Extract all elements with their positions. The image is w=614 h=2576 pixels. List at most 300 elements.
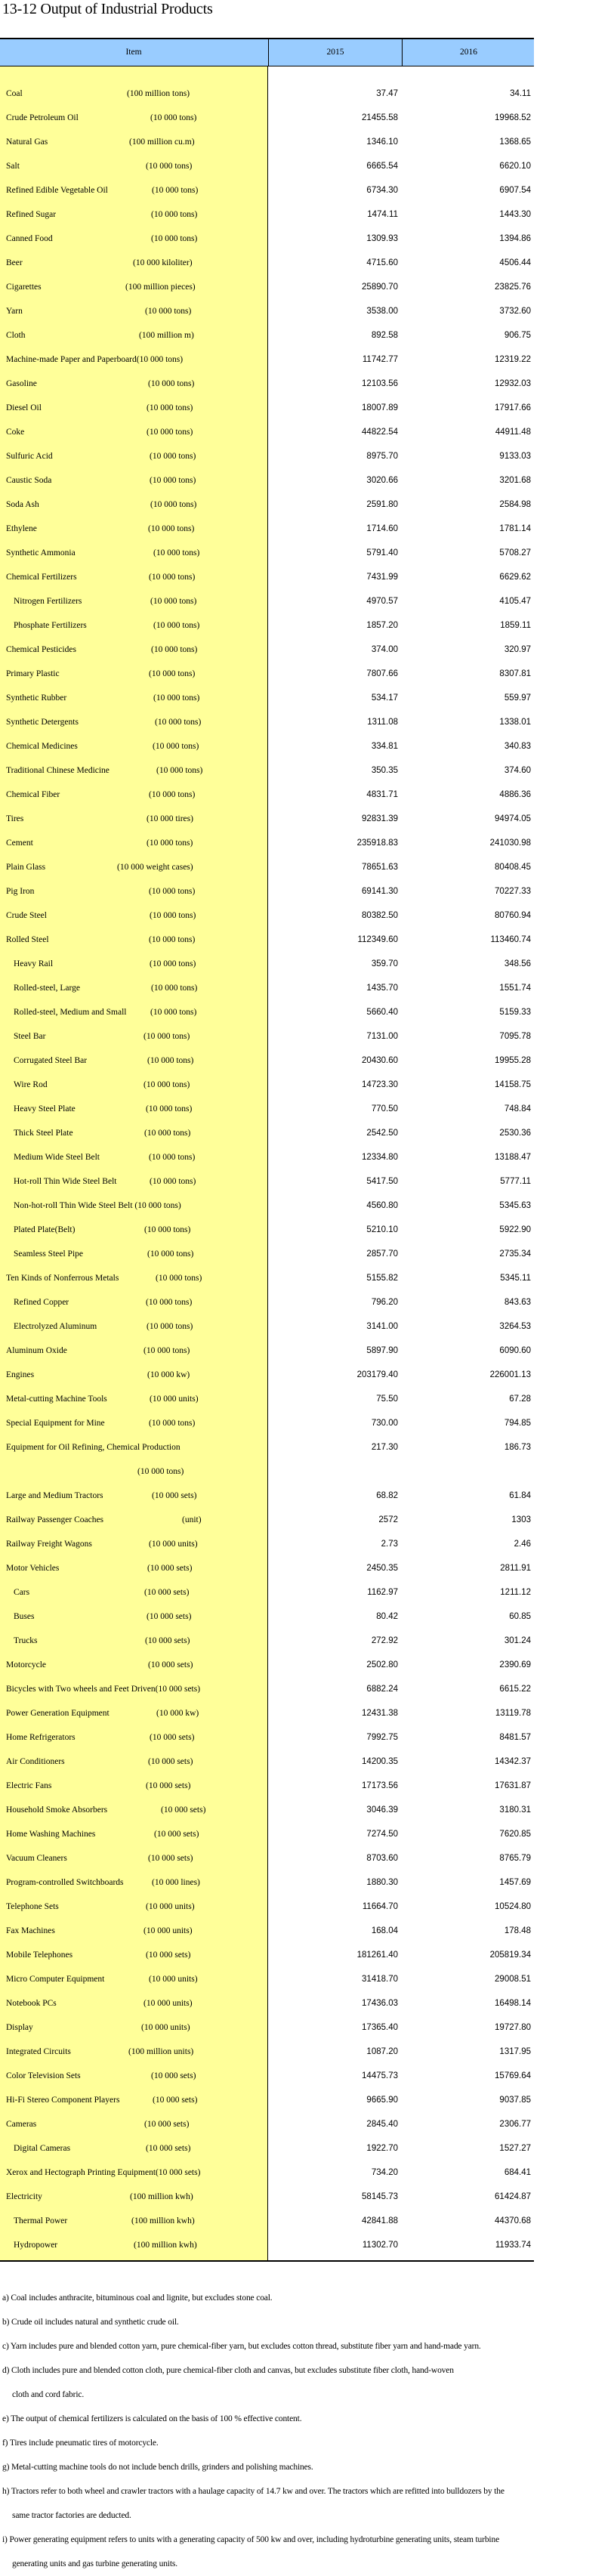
value-2016: 113460.74 xyxy=(490,935,531,944)
item-unit: (10 000 tons) xyxy=(144,1129,191,1138)
value-2015: 7274.50 xyxy=(366,1830,398,1839)
table-row xyxy=(0,1097,534,1121)
table-row xyxy=(0,130,534,154)
item-unit: (10 000 tons) xyxy=(150,452,196,461)
value-2016: 11933.74 xyxy=(495,2241,531,2250)
value-2015: 6665.54 xyxy=(366,162,398,171)
value-2015: 7807.66 xyxy=(366,669,398,678)
table-row xyxy=(0,178,534,202)
item-unit: (10 000 tons) xyxy=(144,1225,191,1234)
item-label: Rolled-steel, Medium and Small xyxy=(14,1008,127,1017)
table-row xyxy=(0,517,534,541)
table-row xyxy=(0,1895,534,1919)
table-row xyxy=(0,1701,534,1725)
item-label: Cigarettes xyxy=(6,283,42,292)
table-row xyxy=(0,1363,534,1387)
table-row xyxy=(0,879,534,903)
table-row xyxy=(0,106,534,130)
item-label: Trucks xyxy=(14,1636,38,1645)
item-unit: (10 000 sets) xyxy=(146,1781,191,1790)
item-unit: (10 000 sets) xyxy=(148,1854,193,1863)
value-2016: 23825.76 xyxy=(495,283,531,292)
item-label: Mobile Telephones xyxy=(6,1951,73,1960)
value-2015: 892.58 xyxy=(371,331,398,340)
value-2016: 794.85 xyxy=(504,1419,531,1428)
item-unit: (10 000 tons) xyxy=(143,1346,190,1355)
item-label: Soda Ash xyxy=(6,500,39,509)
item-label: Machine-made Paper and Paperboard(10 000 tons) xyxy=(6,355,184,364)
value-2015: 14723.30 xyxy=(362,1080,398,1089)
table-row xyxy=(0,2209,534,2233)
item-unit: (10 000 tons) xyxy=(149,1419,196,1428)
value-2015: 14200.35 xyxy=(362,1757,398,1766)
item-unit: (10 000 tons) xyxy=(148,524,195,533)
value-2015: 2.73 xyxy=(381,1540,398,1549)
footnote-continuation: cloth and cord fabric. xyxy=(12,2390,85,2399)
item-label: Cars xyxy=(14,1588,30,1597)
value-2015: 2845.40 xyxy=(366,2120,398,2129)
value-2016: 80760.94 xyxy=(495,911,531,920)
item-unit: (10 000 sets) xyxy=(152,1491,197,1500)
table-row xyxy=(0,1774,534,1798)
table-row xyxy=(0,444,534,468)
item-unit: (10 000 tons) xyxy=(150,911,196,920)
table-row xyxy=(0,1024,534,1049)
item-label: Household Smoke Absorbers xyxy=(6,1805,108,1815)
item-label: Color Television Sets xyxy=(6,2071,81,2080)
item-unit: (10 000 sets) xyxy=(161,1805,206,1815)
table-row xyxy=(0,1387,534,1411)
value-2016: 4105.47 xyxy=(499,597,531,606)
table-row xyxy=(0,2088,534,2112)
item-label: Diesel Oil xyxy=(6,403,42,412)
item-unit: (10 000 tons) xyxy=(155,718,202,727)
item-label: Vacuum Cleaners xyxy=(6,1854,67,1863)
item-label: Display xyxy=(6,2023,33,2032)
table-row xyxy=(0,1218,534,1242)
item-label: Chemical Medicines xyxy=(6,742,78,751)
value-2015: 31418.70 xyxy=(362,1975,398,1984)
table-row xyxy=(0,1725,534,1750)
table-row xyxy=(0,2161,534,2185)
value-2015: 359.70 xyxy=(371,959,398,968)
value-2016: 1443.30 xyxy=(499,210,531,219)
item-label: Yarn xyxy=(6,307,23,316)
value-2015: 5660.40 xyxy=(366,1008,398,1017)
footnote-continuation: same tractor factories are deducted. xyxy=(12,2511,131,2520)
value-2015: 334.81 xyxy=(371,742,398,751)
value-2015: 734.20 xyxy=(371,2168,398,2177)
table-row xyxy=(0,2015,534,2040)
table-row xyxy=(0,2040,534,2064)
table-row xyxy=(0,2112,534,2136)
value-2016: 374.60 xyxy=(504,766,531,775)
item-label: Buses xyxy=(14,1612,35,1621)
table-row xyxy=(0,541,534,565)
item-label: Synthetic Rubber xyxy=(6,693,67,703)
footnote: b) Crude oil includes natural and synthetic crude oil. xyxy=(2,2318,179,2327)
table-row xyxy=(0,1798,534,1822)
item-unit: (10 000 kiloliter) xyxy=(133,258,193,267)
item-label: Railway Freight Wagons xyxy=(6,1540,92,1549)
table-row xyxy=(0,976,534,1000)
value-2016: 19968.52 xyxy=(495,113,531,122)
table-row xyxy=(0,2136,534,2161)
value-2015: 4715.60 xyxy=(366,258,398,267)
table-row xyxy=(0,1846,534,1870)
value-2015: 80382.50 xyxy=(362,911,398,920)
value-2016: 906.75 xyxy=(504,331,531,340)
value-2015: 11664.70 xyxy=(362,1902,398,1911)
value-2016: 559.97 xyxy=(504,693,531,703)
value-2015: 21455.58 xyxy=(362,113,398,122)
table-row xyxy=(0,1169,534,1194)
value-2016: 684.41 xyxy=(504,2168,531,2177)
value-2015: 1714.60 xyxy=(366,524,398,533)
footnote: e) The output of chemical fertilizers is calculated on the basis of 100 % effective content. xyxy=(2,2414,302,2423)
table-row xyxy=(0,1750,534,1774)
item-label: Micro Computer Equipment xyxy=(6,1975,105,1984)
value-2016: 226001.13 xyxy=(489,1370,531,1379)
value-2016: 60.85 xyxy=(509,1612,531,1621)
item-label: Refined Sugar xyxy=(6,210,57,219)
value-2015: 68.82 xyxy=(376,1491,398,1500)
item-label: Electricity xyxy=(6,2192,42,2201)
value-2015: 14475.73 xyxy=(362,2071,398,2080)
item-unit: (10 000 tons) xyxy=(150,500,197,509)
item-label: Non-hot-roll Thin Wide Steel Belt (10 000 tons) xyxy=(14,1201,181,1210)
item-unit: (10 000 tons) xyxy=(152,186,199,195)
item-unit: (10 000 units) xyxy=(150,1395,199,1404)
table-row xyxy=(0,1073,534,1097)
table-row xyxy=(0,710,534,734)
value-2015: 1922.70 xyxy=(366,2144,398,2153)
item-unit: (10 000 sets) xyxy=(146,1951,191,1960)
table-row xyxy=(0,1580,534,1605)
item-unit: (10 000 tons) xyxy=(146,162,193,171)
value-2015: 9665.90 xyxy=(366,2096,398,2105)
item-label: Heavy Rail xyxy=(14,959,54,968)
item-unit: (10 000 weight cases) xyxy=(117,863,193,872)
value-2015: 12103.56 xyxy=(362,379,398,388)
value-2016: 44911.48 xyxy=(495,428,531,437)
value-2015: 4970.57 xyxy=(366,597,398,606)
item-label: Home Refrigerators xyxy=(6,1733,76,1742)
item-label: Natural Gas xyxy=(6,137,48,147)
item-label: Steel Bar xyxy=(14,1032,46,1041)
value-2015: 2542.50 xyxy=(366,1129,398,1138)
value-2016: 843.63 xyxy=(504,1298,531,1307)
item-label: Phosphate Fertilizers xyxy=(14,621,87,630)
value-2016: 241030.98 xyxy=(489,839,531,848)
item-unit: (10 000 tons) xyxy=(146,1298,193,1307)
item-unit: (10 000 tons) xyxy=(150,476,196,485)
header-item: Item xyxy=(125,48,142,57)
item-unit: (10 000 sets) xyxy=(147,1612,192,1621)
value-2016: 67.28 xyxy=(509,1395,531,1404)
table-row xyxy=(0,638,534,662)
item-label: Tires xyxy=(6,814,24,823)
item-unit: (10 000 sets) xyxy=(150,1733,195,1742)
value-2015: 1880.30 xyxy=(366,1878,398,1887)
table-row xyxy=(0,662,534,686)
item-unit: (100 million cu.m) xyxy=(129,137,195,147)
header-2016: 2016 xyxy=(402,39,535,66)
value-2015: 5791.40 xyxy=(366,548,398,558)
item-unit: (10 000 tons) xyxy=(150,597,197,606)
value-2016: 3264.53 xyxy=(499,1322,531,1331)
table-row xyxy=(0,1411,534,1435)
item-label: Metal-cutting Machine Tools xyxy=(6,1395,107,1404)
value-2015: 75.50 xyxy=(376,1395,398,1404)
value-2016: 1527.27 xyxy=(499,2144,531,2153)
footnote: d) Cloth includes pure and blended cotton cloth, pure chemical-fiber cloth and canvas, but excludes substitute fiber cloth, hand-woven xyxy=(2,2366,454,2375)
value-2015: 1857.20 xyxy=(366,621,398,630)
item-label: Traditional Chinese Medicine xyxy=(6,766,110,775)
item-unit: (10 000 tons) xyxy=(149,573,196,582)
table-row xyxy=(0,686,534,710)
value-2016: 61424.87 xyxy=(495,2192,531,2201)
value-2016: 13119.78 xyxy=(495,1709,531,1718)
value-2015: 42841.88 xyxy=(362,2216,398,2225)
value-2016: 9133.03 xyxy=(499,452,531,461)
item-label: Program-controlled Switchboards xyxy=(6,1878,124,1887)
value-2016: 29008.51 xyxy=(495,1975,531,1984)
item-label: Seamless Steel Pipe xyxy=(14,1249,83,1259)
table-row xyxy=(0,1653,534,1677)
item-label: Chemical Pesticides xyxy=(6,645,76,654)
item-unit: (10 000 sets) xyxy=(146,2144,191,2153)
value-2016: 1781.14 xyxy=(499,524,531,533)
table-row xyxy=(0,1484,534,1508)
value-2016: 5708.27 xyxy=(499,548,531,558)
value-2016: 34.11 xyxy=(510,89,531,98)
table-row xyxy=(0,1000,534,1024)
item-unit: (100 million tons) xyxy=(127,89,190,98)
item-unit: (10 000 kw) xyxy=(156,1709,199,1718)
table-row xyxy=(0,758,534,783)
item-unit: (10 000 tons) xyxy=(156,766,203,775)
item-unit: (10 000 tons) xyxy=(149,935,196,944)
value-2016: 12932.03 xyxy=(495,379,531,388)
item-label: Corrugated Steel Bar xyxy=(14,1056,88,1065)
table-row xyxy=(0,855,534,879)
value-2016 xyxy=(403,1459,531,1484)
item-label: Synthetic Detergents xyxy=(6,718,79,727)
value-2016: 7095.78 xyxy=(499,1032,531,1041)
item-label: Integrated Circuits xyxy=(6,2047,71,2056)
table-row xyxy=(0,275,534,299)
value-2015: 2450.35 xyxy=(366,1564,398,1573)
value-2015: 8975.70 xyxy=(366,452,398,461)
value-2015: 168.04 xyxy=(371,1926,398,1935)
item-label: Canned Food xyxy=(6,234,53,243)
value-2015: 4831.71 xyxy=(366,790,398,799)
value-2015: 1311.08 xyxy=(367,718,398,727)
value-2016: 2306.77 xyxy=(499,2120,531,2129)
value-2016: 6615.22 xyxy=(499,1685,531,1694)
item-unit: (10 000 sets) xyxy=(151,2071,196,2080)
item-label: Cloth xyxy=(6,331,26,340)
table-row xyxy=(0,1314,534,1339)
item-label: Beer xyxy=(6,258,23,267)
footnote: a) Coal includes anthracite, bituminous coal and lignite, but excludes stone coal. xyxy=(2,2293,273,2303)
value-2015: 203179.40 xyxy=(356,1370,398,1379)
item-unit: (10 000 tons) xyxy=(147,839,193,848)
value-2016: 5922.90 xyxy=(499,1225,531,1234)
item-unit: (100 million m) xyxy=(139,331,194,340)
item-unit: (10 000 tons) xyxy=(145,307,192,316)
table-row xyxy=(0,903,534,928)
value-2016: 5345.11 xyxy=(500,1274,531,1283)
value-2015: 272.92 xyxy=(371,1636,398,1645)
value-2015: 534.17 xyxy=(371,693,398,703)
table-row xyxy=(0,347,534,372)
item-label: Wire Rod xyxy=(14,1080,48,1089)
footnote-continuation: generating units and gas turbine generating units. xyxy=(12,2559,177,2568)
value-2015: 3020.66 xyxy=(366,476,398,485)
item-unit: (100 million pieces) xyxy=(125,283,196,292)
value-2016: 1859.11 xyxy=(500,621,531,630)
item-unit: (10 000 tons) xyxy=(147,1249,194,1259)
item-unit: (10 000 tons) xyxy=(147,1322,193,1331)
item-label: Crude Petroleum Oil xyxy=(6,113,79,122)
table-row xyxy=(0,1459,534,1484)
value-2016: 5345.63 xyxy=(499,1201,531,1210)
footnote: g) Metal-cutting machine tools do not include bench drills, grinders and polishing machines. xyxy=(2,2463,313,2472)
table-row xyxy=(0,493,534,517)
value-2016: 348.56 xyxy=(504,959,531,968)
value-2016: 748.84 xyxy=(504,1104,531,1113)
footnotes xyxy=(2,2286,612,2576)
table-body xyxy=(0,66,534,2260)
value-2016: 2811.91 xyxy=(500,1564,531,1573)
item-unit: (10 000 tons) xyxy=(137,1467,184,1476)
item-label: Sulfuric Acid xyxy=(6,452,53,461)
item-label: Hydropower xyxy=(14,2241,58,2250)
value-2016: 16498.14 xyxy=(495,1999,531,2008)
item-label: Primary Plastic xyxy=(6,669,60,678)
value-2016: 2530.36 xyxy=(499,1129,531,1138)
item-unit: (10 000 tons) xyxy=(153,742,199,751)
value-2016: 2584.98 xyxy=(499,500,531,509)
value-2015: 4560.80 xyxy=(366,1201,398,1210)
value-2015: 17173.56 xyxy=(362,1781,398,1790)
value-2015: 5897.90 xyxy=(366,1346,398,1355)
value-2016: 178.48 xyxy=(504,1926,531,1935)
table-row xyxy=(0,613,534,638)
value-2015: 12334.80 xyxy=(362,1153,398,1162)
table-row xyxy=(0,468,534,493)
item-label: Home Washing Machines xyxy=(6,1830,96,1839)
table-bottom-border xyxy=(0,2260,534,2262)
value-2015: 770.50 xyxy=(371,1104,398,1113)
table-row xyxy=(0,251,534,275)
table-row xyxy=(0,831,534,855)
item-unit: (10 000 units) xyxy=(143,1926,193,1935)
value-2015: 25890.70 xyxy=(362,283,398,292)
value-2016: 15769.64 xyxy=(495,2071,531,2080)
item-label: Motor Vehicles xyxy=(6,1564,60,1573)
table-row xyxy=(0,154,534,178)
value-2015 xyxy=(269,1459,398,1484)
table-row xyxy=(0,323,534,347)
item-unit: (10 000 tons) xyxy=(151,645,198,654)
item-label: Coal xyxy=(6,89,23,98)
item-label: Chemical Fertilizers xyxy=(6,573,77,582)
value-2016: 301.24 xyxy=(504,1636,531,1645)
table-row xyxy=(0,2185,534,2209)
value-2016: 6629.62 xyxy=(499,573,531,582)
item-label: Aluminum Oxide xyxy=(6,1346,67,1355)
value-2015: 3538.00 xyxy=(366,307,398,316)
table-header xyxy=(0,38,534,66)
table-row xyxy=(0,952,534,976)
item-label: Ethylene xyxy=(6,524,37,533)
value-2016: 4506.44 xyxy=(499,258,531,267)
item-unit: (10 000 sets) xyxy=(145,1636,190,1645)
item-label: Special Equipment for Mine xyxy=(6,1419,105,1428)
value-2016: 2.46 xyxy=(514,1540,531,1549)
item-label: Rolled-steel, Large xyxy=(14,984,80,993)
value-2015: 17436.03 xyxy=(362,1999,398,2008)
table-row xyxy=(0,1991,534,2015)
value-2015: 350.35 xyxy=(371,766,398,775)
table-row xyxy=(0,1556,534,1580)
value-2016: 2735.34 xyxy=(499,1249,531,1259)
value-2016: 3201.68 xyxy=(499,476,531,485)
item-label: Salt xyxy=(6,162,20,171)
page-title: 13-12 Output of Industrial Products xyxy=(2,1,213,17)
item-unit: (10 000 units) xyxy=(146,1902,195,1911)
item-unit: (10 000 sets) xyxy=(148,1660,193,1669)
item-label: Bicycles with Two wheels and Feet Driven(10 000 sets) xyxy=(6,1685,201,1694)
value-2016: 1551.74 xyxy=(499,984,531,993)
item-unit: (10 000 tons) xyxy=(153,693,200,703)
item-unit: (10 000 lines) xyxy=(152,1878,200,1887)
table-row xyxy=(0,299,534,323)
item-label: Caustic Soda xyxy=(6,476,52,485)
item-unit: (100 million kwh) xyxy=(134,2241,197,2250)
value-2015: 5417.50 xyxy=(366,1177,398,1186)
value-2015: 796.20 xyxy=(371,1298,398,1307)
item-unit: (10 000 units) xyxy=(149,1975,198,1984)
value-2016: 1394.86 xyxy=(499,234,531,243)
item-label: Cement xyxy=(6,839,33,848)
item-unit: (10 000 tons) xyxy=(150,113,197,122)
item-unit: (10 000 sets) xyxy=(154,1830,199,1839)
table-row xyxy=(0,1822,534,1846)
footnote: h) Tractors refer to both wheel and crawler tractors with a haulage capacity of 14.7 kw and over. The tractors which are refitted into bulldozers by the xyxy=(2,2487,504,2496)
item-unit: (10 000 tires) xyxy=(147,814,193,823)
value-2015: 730.00 xyxy=(371,1419,398,1428)
table-row xyxy=(0,1121,534,1145)
table-row xyxy=(0,589,534,613)
value-2016: 205819.34 xyxy=(489,1951,531,1960)
value-2016: 5159.33 xyxy=(499,1008,531,1017)
table-row xyxy=(0,1605,534,1629)
item-label: Air Conditioners xyxy=(6,1757,65,1766)
value-2016: 1303 xyxy=(511,1515,531,1524)
value-2015: 78651.63 xyxy=(362,863,398,872)
item-unit: (unit) xyxy=(182,1515,202,1524)
value-2016: 7620.85 xyxy=(499,1830,531,1839)
value-2015: 7131.00 xyxy=(366,1032,398,1041)
item-label: Equipment for Oil Refining, Chemical Production xyxy=(6,1443,180,1452)
value-2016: 13188.47 xyxy=(495,1153,531,1162)
item-label: Telephone Sets xyxy=(6,1902,59,1911)
item-unit: (10 000 tons) xyxy=(150,1008,197,1017)
